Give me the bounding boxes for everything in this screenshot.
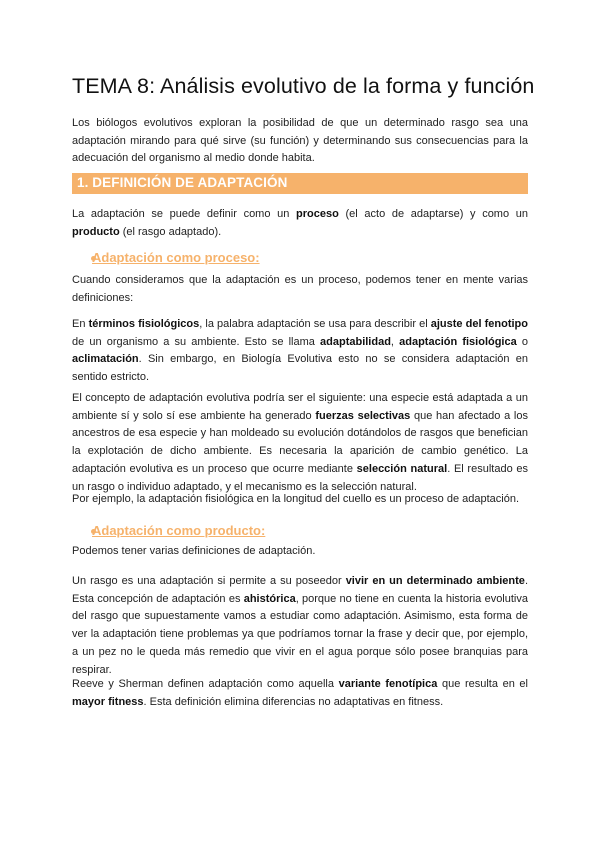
subheading-product: Adaptación como producto: [92,523,266,538]
subheading-process: Adaptación como proceso: [92,250,260,265]
physiological-paragraph: En términos fisiológicos, la palabra adaptación se usa para describir el ajuste del fenotipo de un organismo a su ambiente. Esto se llama adaptabilidad, adaptación fisiológica o aclimatación. Sin embargo, en Biología Evolutiva esto no se considera adaptación en sentido estricto. [72,318,528,384]
example-paragraph: Por ejemplo, la adaptación fisiológica en la longitud del cuello es un proceso de adaptación. [72,493,520,505]
definition-paragraph: La adaptación se puede definir como un proceso (el acto de adaptarse) y como un producto (el rasgo adaptado). [72,208,528,238]
evolutionary-concept-paragraph: El concepto de adaptación evolutiva podría ser el siguiente: una especie está adaptada a un ambiente sí y solo sí ese ambiente ha generado fuerzas selectivas que han afectado a los ancestros de esa especie y han moldeado su evolución dotándolos de rasgos que benefician la explotación de dicho ambiente. Es necesaria la aparición de cambio genético. La adaptación evolutiva es un proceso que ocurre mediante selección natural. El resultado es un rasgo o individuo adaptado, y el mecanismo es la selección natural. [72,392,529,493]
reeve-sherman-paragraph: Reeve y Sherman definen adaptación como aquella variante fenotípica que resulta en el mayor fitness. Esta definición elimina diferencias no adaptativas en fitness. [72,678,528,708]
section-heading-bar [72,173,528,194]
page-title: TEMA 8: Análisis evolutivo de la forma y función [72,74,535,98]
product-intro-paragraph: Podemos tener varias definiciones de adaptación. [72,545,316,557]
intro-paragraph: Los biólogos evolutivos exploran la posibilidad de que un determinado rasgo sea una adaptación mirando para qué sirve (su función) y determinando sus consecuencias para la adecuación del organismo al medio donde habita. [72,117,528,165]
section-heading: 1. DEFINICIÓN DE ADAPTACIÓN [77,175,288,190]
process-intro-paragraph: Cuando consideramos que la adaptación es un proceso, podemos tener en mente varias definiciones: [72,274,528,304]
trait-paragraph: Un rasgo es una adaptación si permite a su poseedor vivir en un determinado ambiente. Esta concepción de adaptación es ahistórica, porque no tiene en cuenta la historia evolutiva del rasgo que supuestamente vamos a estudiar como adaptación. Asimismo, esta forma de ver la adaptación tiene problemas ya que podríamos tornar la frase y decir que, por ejemplo, a un pez no le queda más remedio que vivir en el agua porque sólo posee branquias para respirar. [72,575,528,676]
